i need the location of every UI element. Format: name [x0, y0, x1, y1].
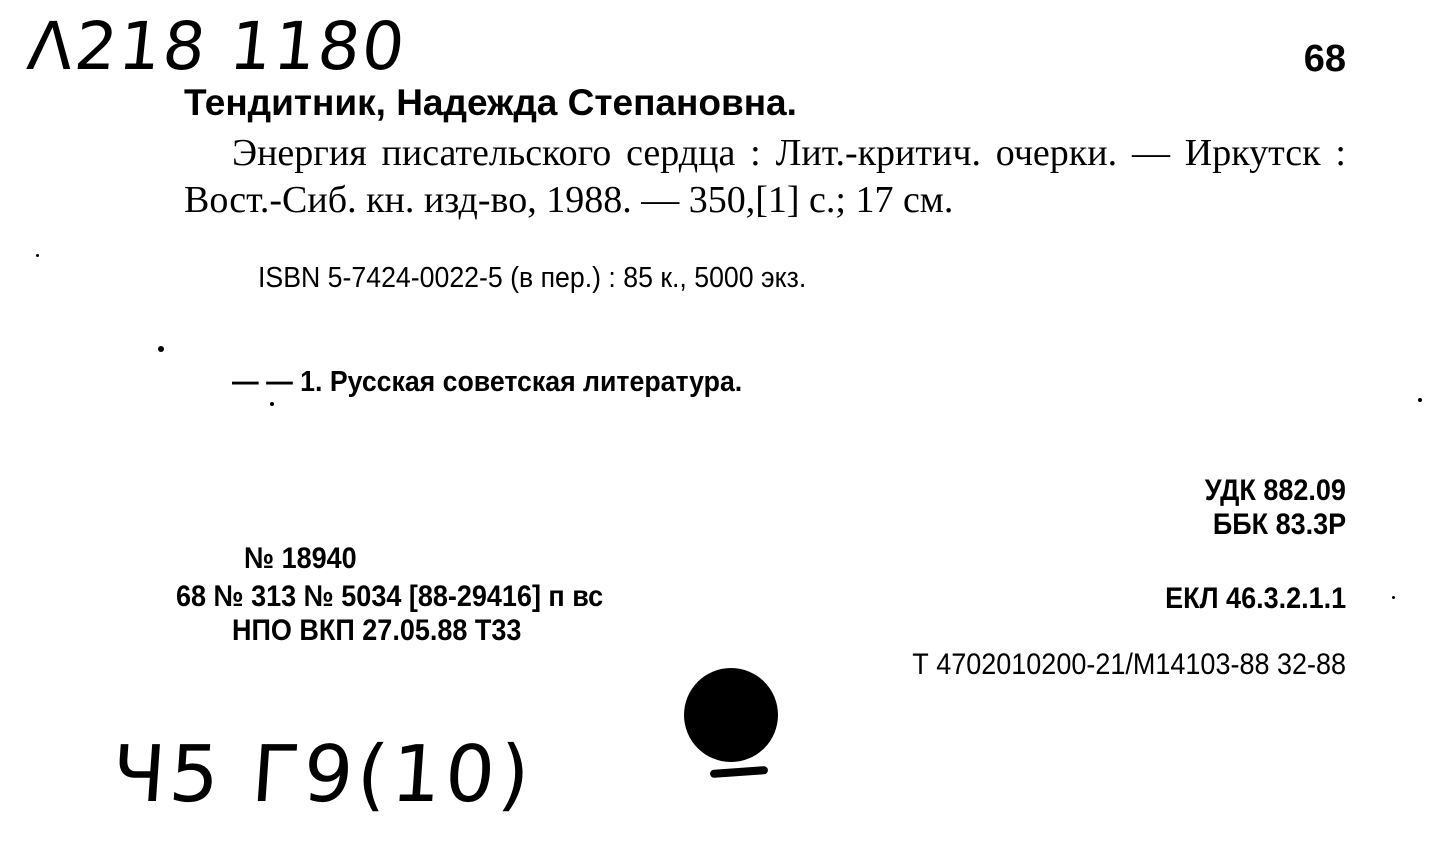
isbn-line: ISBN 5-7424-0022-5 (в пер.) : 85 к., 5000 экз.	[258, 262, 807, 294]
scan-speck	[158, 346, 164, 352]
t-code: Т 4702010200-21/М14103-88 32-88	[912, 648, 1346, 681]
scan-speck	[1392, 596, 1395, 599]
bibliographic-description: Энергия писательского сердца : Лит.-критич. очерки. — Иркутск : Вост.-Сиб. кн. изд-во, 1988. — 350,[1] с.; 17 см.	[184, 132, 1346, 221]
print-number-line-3: НПО ВКП 27.05.88 Т33	[232, 614, 522, 647]
card-number: 68	[1303, 38, 1346, 80]
scan-speck	[270, 402, 274, 406]
author-heading: Тендитник, Надежда Степановна.	[184, 82, 797, 123]
udk-code: УДК 882.09	[1204, 474, 1346, 507]
hole-underline-mark	[710, 766, 768, 778]
scan-speck	[1418, 398, 1422, 402]
print-number-line-2: 68 № 313 № 5034 [88-29416] п вс	[176, 580, 604, 613]
scan-speck	[36, 254, 39, 257]
handwritten-classification-code: Ч5 Г9(10)	[108, 730, 537, 820]
ekl-code: ЕКЛ 46.3.2.1.1	[1164, 582, 1346, 615]
handwritten-shelf-code: Λ218 1180	[23, 8, 411, 85]
card-punch-hole	[684, 668, 778, 762]
subject-heading: — — 1. Русская советская литература.	[232, 366, 743, 398]
print-number-line-1: № 18940	[244, 542, 357, 575]
bbk-code: ББК 83.3Р	[1212, 508, 1346, 541]
